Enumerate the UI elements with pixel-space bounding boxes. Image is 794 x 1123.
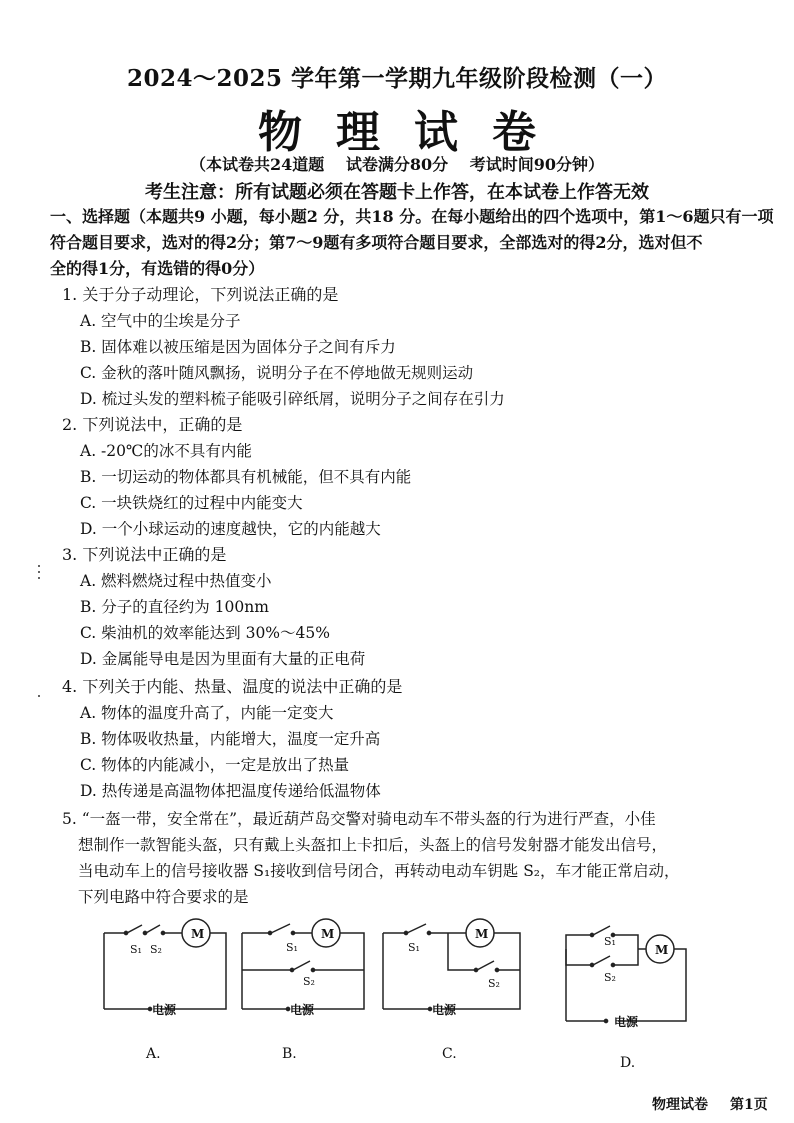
question-5-line-2: 想制作一款智能头盔，只有戴上头盔扣上卡扣后，头盔上的信号发射器才能发出信号， bbox=[78, 836, 668, 854]
question-1-option-a: A. 空气中的尘埃是分子 bbox=[80, 312, 241, 330]
subject-title: 物理试卷 bbox=[258, 107, 570, 158]
question-3-option-d: D. 金属能导电是因为里面有大量的正电荷 bbox=[80, 650, 366, 668]
footer-page-number: 第1页 bbox=[730, 1097, 768, 1113]
question-3-stem: 3. 下列说法中正确的是 bbox=[62, 545, 227, 564]
question-1-option-b: B. 固体难以被压缩是因为固体分子之间有斥力 bbox=[80, 338, 396, 356]
circuit-d-option-label: D. bbox=[620, 1055, 636, 1071]
circuit-d-s2-label: S₂ bbox=[604, 971, 616, 984]
question-4-stem: 4. 下列关于内能、热量、温度的说法中正确的是 bbox=[62, 677, 403, 696]
circuit-d-s1-label: S₁ bbox=[604, 935, 616, 948]
section-instructions-line-2: 符合题目要求，选对的得2分；第7～9题有多项符合题目要求，全部选对的得2分，选对但不 bbox=[50, 233, 703, 252]
circuit-c-s1-label: S₁ bbox=[408, 941, 420, 954]
question-1-stem: 1. 关于分子动理论，下列说法正确的是 bbox=[62, 285, 339, 304]
circuit-d-motor-label: M bbox=[655, 943, 669, 957]
question-2-option-b: B. 一切运动的物体都具有机械能，但不具有内能 bbox=[80, 468, 412, 486]
circuit-diagrams bbox=[0, 915, 794, 1095]
circuit-b bbox=[242, 919, 364, 1011]
question-3-option-a: A. 燃料燃烧过程中热值变小 bbox=[80, 572, 272, 590]
question-4-option-d: D. 热传递是高温物体把温度传递给低温物体 bbox=[80, 782, 381, 800]
section-instructions-line-3: 全的得1分，有选错的得0分） bbox=[50, 259, 265, 278]
binding-mark bbox=[38, 577, 40, 579]
binding-mark bbox=[38, 565, 40, 567]
circuit-b-motor-label: M bbox=[321, 927, 335, 941]
exam-info: （本试卷共24道题 试卷满分80分 考试时间90分钟） bbox=[190, 155, 604, 174]
question-2-option-a: A. -20℃的冰不具有内能 bbox=[80, 442, 252, 460]
exam-header-line: 2024～2025 学年第一学期九年级阶段检测（一） bbox=[126, 65, 668, 92]
circuit-b-option-label: B. bbox=[282, 1046, 297, 1062]
circuit-d bbox=[566, 926, 686, 1023]
question-1-option-d: D. 梳过头发的塑料梳子能吸引碎纸屑，说明分子之间存在引力 bbox=[80, 390, 505, 408]
question-2-stem: 2. 下列说法中，正确的是 bbox=[62, 415, 243, 434]
circuit-c-option-label: C. bbox=[442, 1046, 457, 1062]
question-5-line-1: 5. “一盔一带，安全常在”，最近葫芦岛交警对骑电动车不带头盔的行为进行严查，小佳 bbox=[62, 810, 656, 828]
question-5-line-4: 下列电路中符合要求的是 bbox=[78, 888, 249, 906]
circuit-a-option-label: A. bbox=[146, 1046, 161, 1062]
question-2-option-d: D. 一个小球运动的速度越快，它的内能越大 bbox=[80, 520, 381, 538]
question-1-option-c: C. 金秋的落叶随风飘扬，说明分子在不停地做无规则运动 bbox=[80, 364, 474, 382]
circuit-a-motor-label: M bbox=[191, 927, 205, 941]
circuit-a bbox=[104, 919, 226, 1011]
exam-notice: 考生注意：所有试题必须在答题卡上作答，在本试卷上作答无效 bbox=[145, 182, 649, 203]
circuit-a-s2-label: S₂ bbox=[150, 943, 162, 956]
circuit-c-motor-label: M bbox=[475, 927, 489, 941]
question-4-option-b: B. 物体吸收热量，内能增大，温度一定升高 bbox=[80, 730, 381, 748]
circuit-c-s2-label: S₂ bbox=[488, 977, 500, 990]
question-4-option-c: C. 物体的内能减小，一定是放出了热量 bbox=[80, 756, 350, 774]
question-3-option-c: C. 柴油机的效率能达到 30%～45% bbox=[80, 624, 330, 642]
circuit-b-s2-label: S₂ bbox=[303, 975, 315, 988]
circuit-b-s1-label: S₁ bbox=[286, 941, 298, 954]
circuit-a-s1-label: S₁ bbox=[130, 943, 142, 956]
circuit-b-source-label: 电源 bbox=[290, 1003, 315, 1017]
circuit-c bbox=[383, 919, 520, 1011]
question-2-option-c: C. 一块铁烧红的过程中内能变大 bbox=[80, 494, 303, 512]
question-5-line-3: 当电动车上的信号接收器 S₁接收到信号闭合，再转动电动车钥匙 S₂，车才能正常启动， bbox=[78, 862, 680, 880]
binding-mark bbox=[38, 571, 40, 573]
question-3-option-b: B. 分子的直径约为 100nm bbox=[80, 598, 269, 616]
section-instructions-line-1: 一、选择题（本题共9 小题，每小题2 分，共18 分。在每小题给出的四个选项中，第1～6题只有一项 bbox=[50, 207, 774, 226]
footer-subject: 物理试卷 bbox=[652, 1097, 708, 1113]
circuit-c-source-label: 电源 bbox=[432, 1003, 457, 1017]
circuit-d-source-label: 电源 bbox=[614, 1015, 639, 1029]
circuit-a-source-label: 电源 bbox=[152, 1003, 177, 1017]
question-4-option-a: A. 物体的温度升高了，内能一定变大 bbox=[80, 704, 334, 722]
binding-mark bbox=[38, 695, 40, 697]
